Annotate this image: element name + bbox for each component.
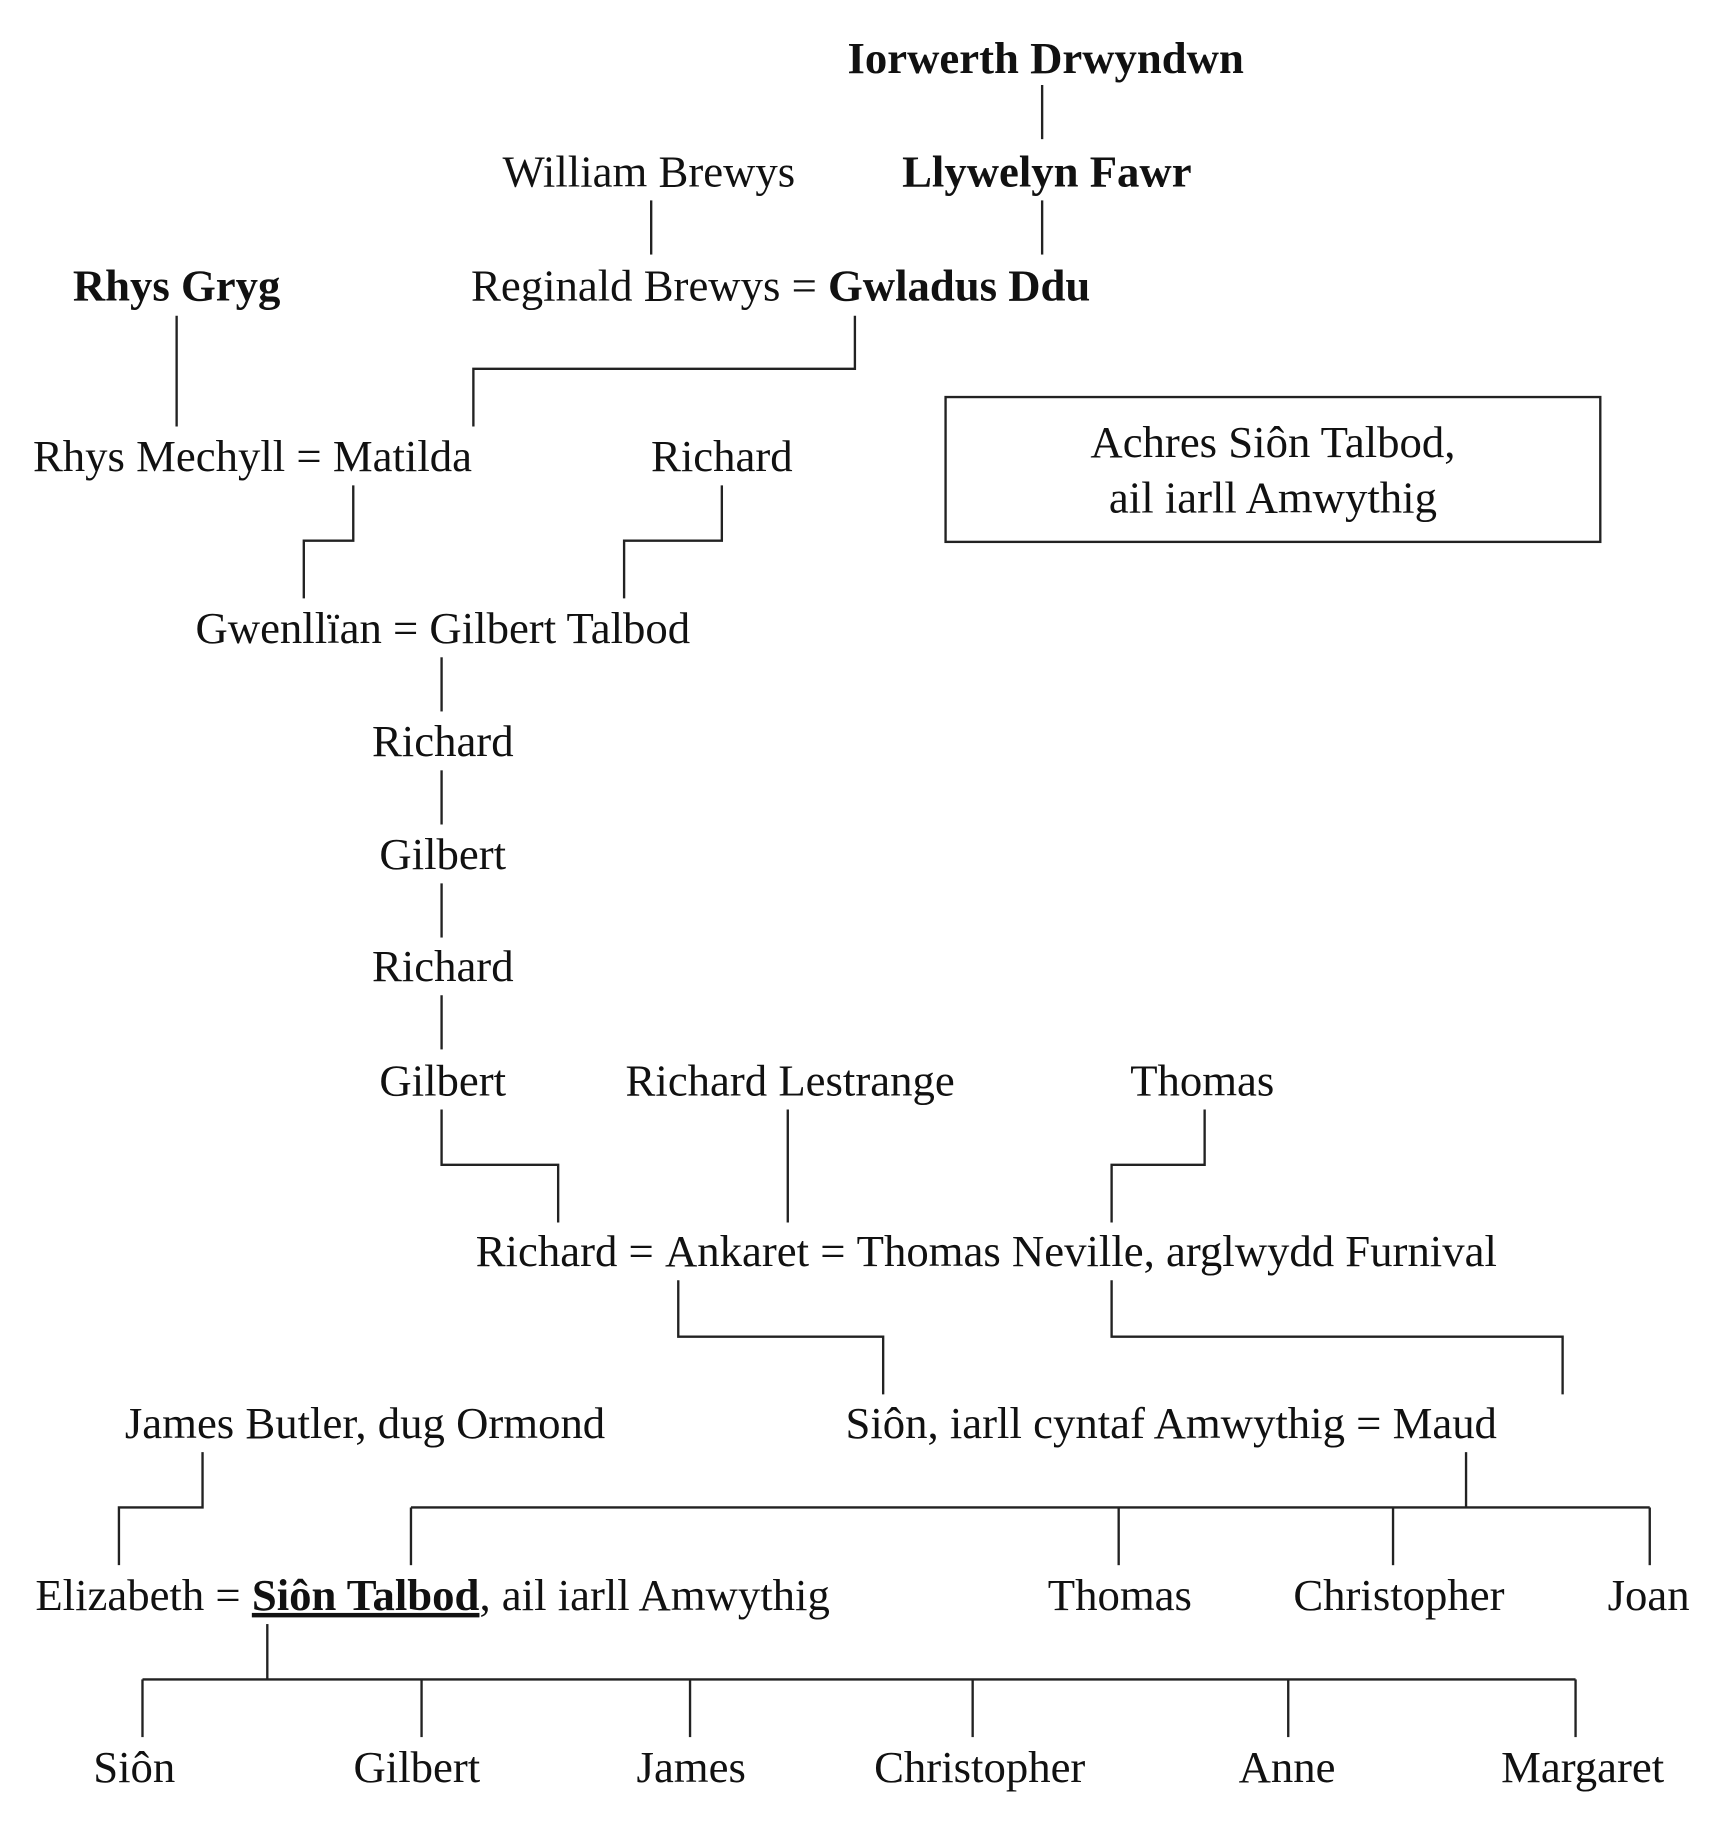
marriage-symbol: = <box>381 603 430 654</box>
child-christopher: Christopher <box>874 1741 1086 1792</box>
person-thomas-neville: Thomas Neville, arglwydd Furnival <box>856 1226 1497 1277</box>
person-richard-1: Richard <box>651 431 793 482</box>
person-joan: Joan <box>1607 1569 1690 1620</box>
child-margaret: Margaret <box>1501 1741 1665 1792</box>
child-anne: Anne <box>1238 1741 1336 1792</box>
person-richard-lestrange: Richard Lestrange <box>625 1055 955 1106</box>
marriage-symbol: = <box>1344 1398 1393 1449</box>
marriage-symbol: = <box>204 1569 252 1620</box>
person-sion-1: Siôn, iarll cyntaf Amwythig <box>845 1398 1345 1449</box>
couple-sion-maud <box>845 1398 1496 1448</box>
marriage-symbol: = <box>809 1226 857 1277</box>
child-james: James <box>636 1741 746 1792</box>
person-gilbert-3: Gilbert <box>379 1055 507 1106</box>
marriage-symbol: = <box>780 260 829 311</box>
person-richard-4: Richard <box>475 1226 618 1277</box>
person-gilbert-2: Gilbert <box>379 829 507 880</box>
child-sion: Siôn <box>93 1741 176 1792</box>
person-thomas-1: Thomas <box>1130 1055 1275 1106</box>
connector-lines <box>119 85 1650 1737</box>
person-christopher-1: Christopher <box>1293 1569 1505 1620</box>
person-maud: Maud <box>1392 1398 1497 1449</box>
person-iorwerth: Iorwerth Drwyndwn <box>847 33 1244 84</box>
person-richard-2: Richard <box>371 716 514 767</box>
person-gwladus: Gwladus Ddu <box>828 260 1091 311</box>
person-gwenllian: Gwenllïan <box>195 603 382 654</box>
person-rhys-gryg: Rhys Gryg <box>72 260 281 311</box>
marriage-symbol: = <box>285 431 333 482</box>
title-line-2: ail iarll Amwythig <box>1108 472 1437 523</box>
person-rhys-mechyll: Rhys Mechyll <box>32 431 286 482</box>
couple-reginald-gwladus <box>471 260 1090 310</box>
child-gilbert: Gilbert <box>353 1741 481 1792</box>
person-sion-talbod-title: , ail iarll Amwythig <box>479 1569 830 1620</box>
person-thomas-2: Thomas <box>1047 1569 1192 1620</box>
couple-richard-ankaret-thomas <box>476 1226 1497 1276</box>
title-line-1: Achres Siôn Talbod, <box>1090 417 1456 468</box>
person-llywelyn: Llywelyn Fawr <box>902 146 1192 197</box>
person-elizabeth: Elizabeth <box>35 1569 205 1620</box>
person-matilda: Matilda <box>332 431 472 482</box>
couple-gwenllian-gilbert <box>195 603 690 653</box>
marriage-symbol: = <box>617 1226 665 1277</box>
person-gilbert-talbod: Gilbert Talbod <box>429 603 691 654</box>
person-william-brewys: William Brewys <box>502 146 796 197</box>
person-richard-3: Richard <box>371 941 514 992</box>
person-reginald: Reginald Brewys <box>471 260 781 311</box>
person-ankaret: Ankaret <box>664 1226 810 1277</box>
couple-elizabeth-sion <box>35 1570 830 1620</box>
couple-rhys-matilda <box>33 431 472 481</box>
person-james-butler: James Butler, dug Ormond <box>124 1398 606 1449</box>
person-sion-talbod: Siôn Talbod <box>251 1569 480 1620</box>
